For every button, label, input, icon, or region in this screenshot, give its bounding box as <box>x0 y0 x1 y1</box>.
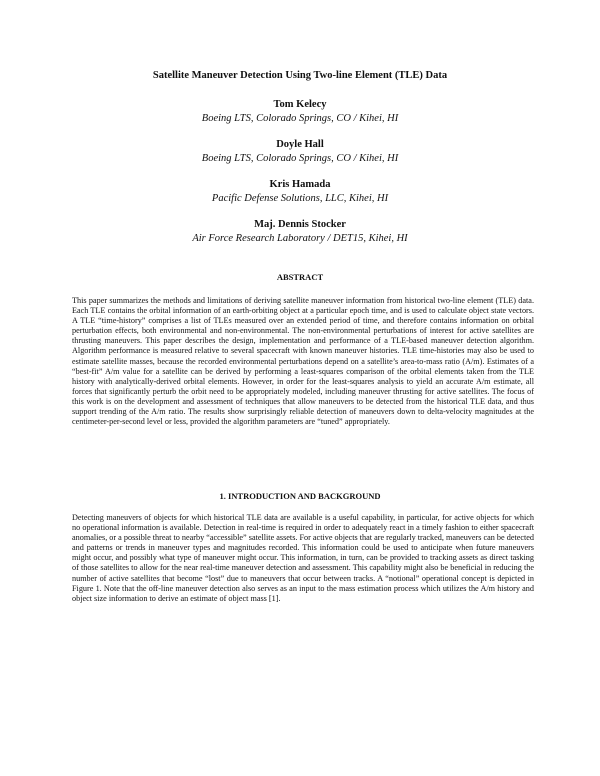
author-block-3 <box>0 178 600 206</box>
author-name: Doyle Hall <box>276 139 324 150</box>
author-name: Maj. Dennis Stocker <box>254 219 346 230</box>
author-affiliation: Boeing LTS, Colorado Springs, CO / Kihei, HI <box>201 153 399 164</box>
author-block-2 <box>0 138 600 166</box>
author-name: Tom Kelecy <box>273 99 327 110</box>
author-affiliation: Boeing LTS, Colorado Springs, CO / Kihei, HI <box>201 113 399 124</box>
section-heading: 1. INTRODUCTION AND BACKGROUND <box>219 491 381 501</box>
author-affiliation: Air Force Research Laboratory / DET15, Kihei, HI <box>192 233 408 244</box>
abstract-heading: ABSTRACT <box>276 272 324 282</box>
author-name: Kris Hamada <box>269 179 331 190</box>
author-affiliation: Pacific Defense Solutions, LLC, Kihei, HI <box>211 193 389 204</box>
author-block-4 <box>0 218 600 246</box>
abstract-body: This paper summarizes the methods and limitations of deriving satellite maneuver information from historical two-line element (TLE) data. Each TLE contains the orbital information of an earth-orbiting object at a particular epoch time, and is used to calculate object state vectors. A TLE “time-history” comprises a list of TLEs measured over an extended period of time, and therefore contains information on orbital perturbation effects, both environmental and non-environmental. The non-environmental perturbations of interest for active satellites are thrusting maneuvers. This paper describes the design, implementation and performance of a TLE-based maneuver detection algorithm. Algorithm performance is measured relative to several spacecraft with known maneuver histories. TLE time-histories may also be used to estimate satellite masses, because the recorded environmental perturbations depend on a satellite’s area-to-mass ratio (A/m). Estimates of a “best-fit” A/m value for a satellite can be derived by performing a least-squares comparison of the orbital elements taken from the TLE history with analytically-derived orbital elements. However, in order for the least-squares analysis to yield an accurate A/m estimate, all forces that significantly perturb the orbit need to be appropriately modeled, including maneuver thrusting for active satellites. The focus of this work is on the development and assessment of techniques that allow maneuvers to be detected from the historical TLE data, and thus support trending of the A/m ratio. The results show surprisingly reliable detection of maneuvers down to delta-velocity magnitudes at the centimeter-per-second level or less, provided the algorithm parameters are “tuned” appropriately. <box>72 296 534 427</box>
author-block-1 <box>0 98 600 126</box>
paper-title: Satellite Maneuver Detection Using Two-line Element (TLE) Data <box>152 70 448 81</box>
section-body: Detecting maneuvers of objects for which historical TLE data are available is a useful capability, in particular, for active objects for which no operational information is available. Detection in real-time is required in order to adequately react in a timely fashion to either spacecraft anomalies, or a possible threat to nearby “accessible” satellite assets. For active objects that are regularly tracked, maneuvers can be detected and patterns or trends in maneuver types and magnitudes recorded. This information could be used to anticipate when future maneuvers might occur, and possibly what type of maneuver might occur. This information, in turn, can be provided to tracking assets as direct tasking of those satellites to allow for the near real-time maneuver detection and assessment. This capability might also be beneficial in reducing the number of active satellites that become “lost” due to maneuvers that occur between tracks. A “notional” operational concept is depicted in Figure 1. Note that the off-line maneuver detection also serves as an input to the mass estimation process which utilizes the A/m history and object size information to derive an estimate of object mass [1]. <box>72 513 534 603</box>
